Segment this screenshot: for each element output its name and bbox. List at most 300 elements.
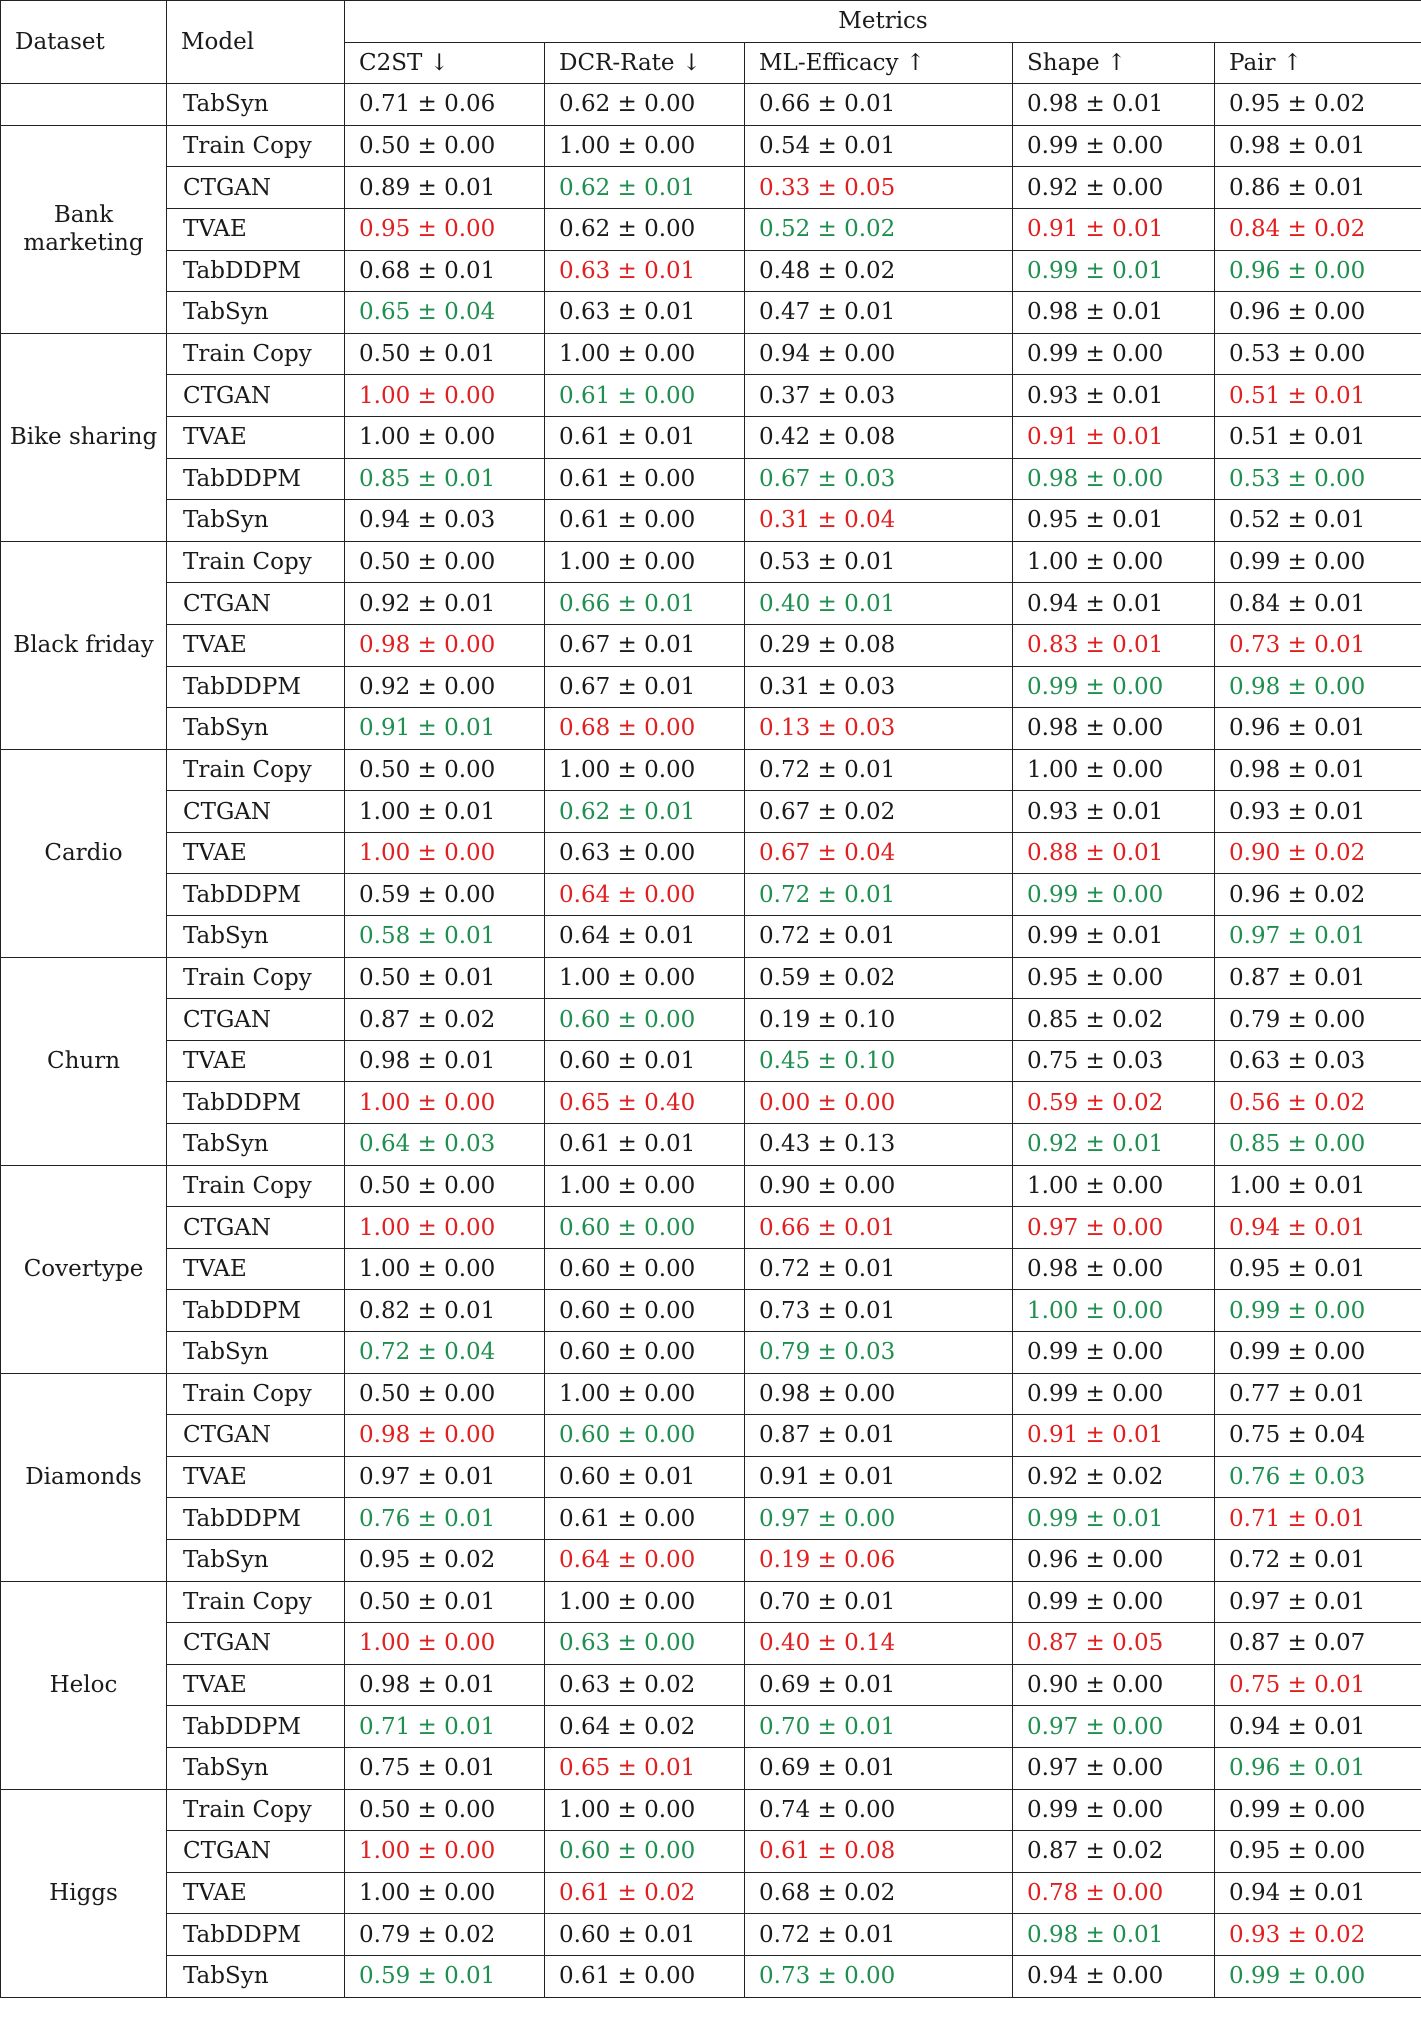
- metric-value-cell: 1.00 ± 0.00: [1013, 541, 1215, 583]
- metric-value-cell: 0.61 ± 0.00: [545, 375, 745, 417]
- metric-value-cell: 0.99 ± 0.00: [1215, 1290, 1421, 1332]
- metric-value-cell: 0.95 ± 0.02: [345, 1539, 545, 1581]
- metric-value-cell: 0.00 ± 0.00: [745, 1082, 1013, 1124]
- metric-value-cell: 0.99 ± 0.00: [1013, 1332, 1215, 1374]
- metric-value-cell: 1.00 ± 0.00: [345, 832, 545, 874]
- metric-value-cell: 0.98 ± 0.00: [1013, 458, 1215, 500]
- metric-value-cell: 0.67 ± 0.01: [545, 624, 745, 666]
- model-cell: Train Copy: [167, 1373, 345, 1415]
- model-cell: TabSyn: [167, 1124, 345, 1166]
- table-row: [1, 832, 1421, 874]
- metric-value-cell: 1.00 ± 0.00: [545, 1789, 745, 1831]
- dataset-cell: Bank marketing: [1, 125, 167, 333]
- table-row: [1, 458, 1421, 500]
- metric-value-cell: 0.99 ± 0.00: [1013, 125, 1215, 167]
- model-cell: TabDDPM: [167, 666, 345, 708]
- model-cell: CTGAN: [167, 375, 345, 417]
- dataset-cell: Churn: [1, 957, 167, 1165]
- metric-value-cell: 0.62 ± 0.00: [545, 208, 745, 250]
- table-row: [1, 500, 1421, 542]
- metric-value-cell: 0.69 ± 0.01: [745, 1747, 1013, 1789]
- metric-value-cell: 0.66 ± 0.01: [545, 583, 745, 625]
- model-cell: CTGAN: [167, 1623, 345, 1665]
- metric-value-cell: 0.63 ± 0.01: [545, 250, 745, 292]
- metric-value-cell: 0.91 ± 0.01: [745, 1456, 1013, 1498]
- table-row: [1, 1955, 1421, 1997]
- metric-value-cell: 0.72 ± 0.01: [745, 916, 1013, 958]
- metric-value-cell: 0.98 ± 0.00: [345, 1415, 545, 1457]
- metric-value-cell: 0.50 ± 0.00: [345, 1789, 545, 1831]
- model-cell: CTGAN: [167, 583, 345, 625]
- metric-value-cell: 0.68 ± 0.02: [745, 1872, 1013, 1914]
- metric-value-cell: 0.73 ± 0.00: [745, 1955, 1013, 1997]
- metric-value-cell: 0.98 ± 0.01: [1013, 1914, 1215, 1956]
- model-cell: Train Copy: [167, 1789, 345, 1831]
- metric-value-cell: 0.50 ± 0.01: [345, 1581, 545, 1623]
- metric-value-cell: 0.75 ± 0.03: [1013, 1040, 1215, 1082]
- metric-value-cell: 0.96 ± 0.01: [1215, 708, 1421, 750]
- metric-value-cell: 0.72 ± 0.01: [1215, 1539, 1421, 1581]
- metric-value-cell: 0.63 ± 0.01: [545, 292, 745, 334]
- table-row: [1, 666, 1421, 708]
- model-cell: CTGAN: [167, 791, 345, 833]
- metric-value-cell: 0.70 ± 0.01: [745, 1581, 1013, 1623]
- metric-value-cell: 0.98 ± 0.00: [745, 1373, 1013, 1415]
- model-cell: TabDDPM: [167, 1290, 345, 1332]
- metric-value-cell: 0.95 ± 0.01: [1215, 1248, 1421, 1290]
- table-row: [1, 791, 1421, 833]
- metric-value-cell: 0.94 ± 0.03: [345, 500, 545, 542]
- metric-value-cell: 0.59 ± 0.01: [345, 1955, 545, 1997]
- metric-value-cell: 0.68 ± 0.01: [345, 250, 545, 292]
- metric-value-cell: 1.00 ± 0.00: [345, 416, 545, 458]
- metric-value-cell: 0.64 ± 0.01: [545, 916, 745, 958]
- dataset-cell: Diamonds: [1, 1373, 167, 1581]
- metric-value-cell: 0.82 ± 0.01: [345, 1290, 545, 1332]
- metric-value-cell: 0.83 ± 0.01: [1013, 624, 1215, 666]
- metric-value-cell: 1.00 ± 0.00: [345, 1082, 545, 1124]
- metric-value-cell: 0.53 ± 0.01: [745, 541, 1013, 583]
- metric-value-cell: 0.92 ± 0.01: [345, 583, 545, 625]
- model-cell: TabDDPM: [167, 874, 345, 916]
- table-row: [1, 1040, 1421, 1082]
- metric-value-cell: 0.59 ± 0.00: [345, 874, 545, 916]
- metric-value-cell: 0.95 ± 0.00: [1013, 957, 1215, 999]
- metric-value-cell: 1.00 ± 0.00: [1013, 1165, 1215, 1207]
- model-cell: TabSyn: [167, 1539, 345, 1581]
- table-row: [1, 624, 1421, 666]
- table-row: [1, 375, 1421, 417]
- metric-value-cell: 0.65 ± 0.40: [545, 1082, 745, 1124]
- dataset-cell: Covertype: [1, 1165, 167, 1373]
- model-cell: TVAE: [167, 832, 345, 874]
- table-row: [1, 1248, 1421, 1290]
- metric-value-cell: 0.98 ± 0.01: [1013, 292, 1215, 334]
- metric-value-cell: 0.87 ± 0.02: [345, 999, 545, 1041]
- metric-value-cell: 0.63 ± 0.00: [545, 832, 745, 874]
- metric-value-cell: 0.64 ± 0.02: [545, 1706, 745, 1748]
- metric-value-cell: 0.92 ± 0.02: [1013, 1456, 1215, 1498]
- metric-value-cell: 0.99 ± 0.00: [1215, 541, 1421, 583]
- metric-value-cell: 0.60 ± 0.01: [545, 1040, 745, 1082]
- model-cell: TabDDPM: [167, 458, 345, 500]
- model-cell: TVAE: [167, 1664, 345, 1706]
- metric-value-cell: 0.42 ± 0.08: [745, 416, 1013, 458]
- metric-value-cell: 0.91 ± 0.01: [345, 708, 545, 750]
- metric-value-cell: 0.61 ± 0.01: [545, 416, 745, 458]
- metric-value-cell: 0.74 ± 0.00: [745, 1789, 1013, 1831]
- table-row: [1, 1789, 1421, 1831]
- metric-value-cell: 0.60 ± 0.00: [545, 1248, 745, 1290]
- metric-value-cell: 0.62 ± 0.01: [545, 167, 745, 209]
- model-cell: TabDDPM: [167, 1498, 345, 1540]
- model-cell: TVAE: [167, 1248, 345, 1290]
- metric-value-cell: 0.84 ± 0.02: [1215, 208, 1421, 250]
- metric-value-cell: 0.51 ± 0.01: [1215, 375, 1421, 417]
- metric-value-cell: 0.60 ± 0.01: [545, 1456, 745, 1498]
- metric-value-cell: 0.73 ± 0.01: [1215, 624, 1421, 666]
- metric-value-cell: 0.96 ± 0.01: [1215, 1747, 1421, 1789]
- dataset-cell: [1, 84, 167, 126]
- metric-value-cell: 0.61 ± 0.02: [545, 1872, 745, 1914]
- metric-value-cell: 0.96 ± 0.00: [1215, 250, 1421, 292]
- metric-value-cell: 0.75 ± 0.01: [1215, 1664, 1421, 1706]
- metric-value-cell: 0.98 ± 0.00: [1215, 666, 1421, 708]
- metric-value-cell: 0.54 ± 0.01: [745, 125, 1013, 167]
- metric-value-cell: 0.60 ± 0.00: [545, 1415, 745, 1457]
- metric-value-cell: 0.67 ± 0.02: [745, 791, 1013, 833]
- metric-value-cell: 1.00 ± 0.00: [545, 541, 745, 583]
- metric-value-cell: 0.99 ± 0.00: [1013, 333, 1215, 375]
- metric-value-cell: 0.79 ± 0.00: [1215, 999, 1421, 1041]
- metric-value-cell: 0.67 ± 0.04: [745, 832, 1013, 874]
- metric-value-cell: 1.00 ± 0.00: [345, 1207, 545, 1249]
- model-cell: CTGAN: [167, 1415, 345, 1457]
- metric-value-cell: 0.97 ± 0.01: [345, 1456, 545, 1498]
- table-row: [1, 999, 1421, 1041]
- metric-value-cell: 0.72 ± 0.04: [345, 1332, 545, 1374]
- metric-value-cell: 0.99 ± 0.00: [1013, 874, 1215, 916]
- metric-value-cell: 0.97 ± 0.01: [1215, 916, 1421, 958]
- metric-value-cell: 0.59 ± 0.02: [1013, 1082, 1215, 1124]
- model-cell: TabDDPM: [167, 250, 345, 292]
- table-row: [1, 1207, 1421, 1249]
- table-row: [1, 957, 1421, 999]
- table-row: [1, 84, 1421, 126]
- metric-value-cell: 0.43 ± 0.13: [745, 1124, 1013, 1166]
- model-cell: TabSyn: [167, 1332, 345, 1374]
- metric-value-cell: 0.53 ± 0.00: [1215, 458, 1421, 500]
- table-row: [1, 167, 1421, 209]
- table-row: [1, 333, 1421, 375]
- metric-value-cell: 1.00 ± 0.00: [545, 333, 745, 375]
- metric-value-cell: 0.61 ± 0.00: [545, 500, 745, 542]
- model-cell: TVAE: [167, 1456, 345, 1498]
- metric-value-cell: 0.76 ± 0.01: [345, 1498, 545, 1540]
- metric-value-cell: 0.68 ± 0.00: [545, 708, 745, 750]
- metric-value-cell: 0.52 ± 0.01: [1215, 500, 1421, 542]
- table-row: [1, 1872, 1421, 1914]
- metric-value-cell: 0.31 ± 0.04: [745, 500, 1013, 542]
- metric-value-cell: 0.98 ± 0.01: [345, 1664, 545, 1706]
- metric-value-cell: 0.94 ± 0.01: [1013, 583, 1215, 625]
- metric-value-cell: 0.92 ± 0.01: [1013, 1124, 1215, 1166]
- metric-value-cell: 0.19 ± 0.10: [745, 999, 1013, 1041]
- model-cell: Train Copy: [167, 541, 345, 583]
- metric-value-cell: 0.40 ± 0.01: [745, 583, 1013, 625]
- metric-value-cell: 0.66 ± 0.01: [745, 1207, 1013, 1249]
- metric-value-cell: 1.00 ± 0.00: [545, 957, 745, 999]
- metric-value-cell: 0.31 ± 0.03: [745, 666, 1013, 708]
- metric-value-cell: 0.90 ± 0.00: [745, 1165, 1013, 1207]
- table-row: [1, 1165, 1421, 1207]
- table-row: [1, 541, 1421, 583]
- metric-value-cell: 0.29 ± 0.08: [745, 624, 1013, 666]
- table-row: [1, 1581, 1421, 1623]
- model-cell: TabSyn: [167, 1955, 345, 1997]
- metric-value-cell: 0.79 ± 0.03: [745, 1332, 1013, 1374]
- dataset-cell: Heloc: [1, 1581, 167, 1789]
- table-row: [1, 1082, 1421, 1124]
- metric-value-cell: 0.99 ± 0.00: [1215, 1955, 1421, 1997]
- metric-value-cell: 0.92 ± 0.00: [1013, 167, 1215, 209]
- metric-value-cell: 0.61 ± 0.01: [545, 1124, 745, 1166]
- metric-value-cell: 0.60 ± 0.00: [545, 1207, 745, 1249]
- metric-value-cell: 0.79 ± 0.02: [345, 1914, 545, 1956]
- metric-value-cell: 0.64 ± 0.00: [545, 874, 745, 916]
- metric-value-cell: 0.97 ± 0.00: [1013, 1747, 1215, 1789]
- table-row: [1, 1290, 1421, 1332]
- model-cell: TVAE: [167, 1040, 345, 1082]
- metric-value-cell: 0.93 ± 0.01: [1013, 375, 1215, 417]
- metric-value-cell: 0.37 ± 0.03: [745, 375, 1013, 417]
- metric-value-cell: 0.69 ± 0.01: [745, 1664, 1013, 1706]
- metric-value-cell: 0.90 ± 0.02: [1215, 832, 1421, 874]
- table-row: [1, 1373, 1421, 1415]
- metric-value-cell: 0.62 ± 0.00: [545, 84, 745, 126]
- metric-value-cell: 0.95 ± 0.00: [345, 208, 545, 250]
- model-cell: CTGAN: [167, 1831, 345, 1873]
- table-body: [1, 84, 1421, 1997]
- metric-value-cell: 0.85 ± 0.00: [1215, 1124, 1421, 1166]
- metric-value-cell: 0.94 ± 0.00: [745, 333, 1013, 375]
- metric-value-cell: 0.71 ± 0.01: [1215, 1498, 1421, 1540]
- metric-value-cell: 0.86 ± 0.01: [1215, 167, 1421, 209]
- model-cell: TabSyn: [167, 292, 345, 334]
- metric-value-cell: 0.60 ± 0.00: [545, 999, 745, 1041]
- model-cell: TVAE: [167, 1872, 345, 1914]
- metric-value-cell: 0.51 ± 0.01: [1215, 416, 1421, 458]
- metric-value-cell: 0.87 ± 0.01: [745, 1415, 1013, 1457]
- metric-header-c2st: C2ST ↓: [345, 42, 545, 84]
- metric-value-cell: 0.84 ± 0.01: [1215, 583, 1421, 625]
- metric-value-cell: 0.59 ± 0.02: [745, 957, 1013, 999]
- metric-value-cell: 0.45 ± 0.10: [745, 1040, 1013, 1082]
- metrics-group-header: Metrics: [345, 1, 1421, 43]
- metric-value-cell: 0.71 ± 0.01: [345, 1706, 545, 1748]
- metric-value-cell: 1.00 ± 0.00: [345, 1872, 545, 1914]
- metric-value-cell: 0.64 ± 0.03: [345, 1124, 545, 1166]
- metric-value-cell: 0.91 ± 0.01: [1013, 416, 1215, 458]
- model-cell: CTGAN: [167, 1207, 345, 1249]
- metric-value-cell: 0.66 ± 0.01: [745, 84, 1013, 126]
- table-row: [1, 749, 1421, 791]
- metric-value-cell: 1.00 ± 0.00: [1013, 749, 1215, 791]
- metric-value-cell: 0.72 ± 0.01: [745, 749, 1013, 791]
- table-row: [1, 583, 1421, 625]
- metric-value-cell: 0.50 ± 0.00: [345, 541, 545, 583]
- metric-value-cell: 0.75 ± 0.04: [1215, 1415, 1421, 1457]
- metric-value-cell: 0.58 ± 0.01: [345, 916, 545, 958]
- model-cell: TabSyn: [167, 500, 345, 542]
- dataset-cell: Black friday: [1, 541, 167, 749]
- metric-value-cell: 0.99 ± 0.00: [1215, 1332, 1421, 1374]
- metric-header-dcr-rate: DCR-Rate ↓: [545, 42, 745, 84]
- table-row: [1, 1124, 1421, 1166]
- model-cell: TabDDPM: [167, 1082, 345, 1124]
- metric-value-cell: 0.87 ± 0.07: [1215, 1623, 1421, 1665]
- metric-value-cell: 0.70 ± 0.01: [745, 1706, 1013, 1748]
- metric-value-cell: 0.95 ± 0.02: [1215, 84, 1421, 126]
- table-row: [1, 708, 1421, 750]
- model-cell: TabDDPM: [167, 1914, 345, 1956]
- metric-value-cell: 0.63 ± 0.00: [545, 1623, 745, 1665]
- metric-value-cell: 0.94 ± 0.00: [1013, 1955, 1215, 1997]
- metric-value-cell: 0.93 ± 0.01: [1013, 791, 1215, 833]
- metric-value-cell: 0.61 ± 0.00: [545, 458, 745, 500]
- metric-value-cell: 0.73 ± 0.01: [745, 1290, 1013, 1332]
- metric-value-cell: 0.62 ± 0.01: [545, 791, 745, 833]
- metric-value-cell: 0.99 ± 0.00: [1215, 1789, 1421, 1831]
- metric-value-cell: 0.99 ± 0.00: [1013, 1789, 1215, 1831]
- metric-value-cell: 0.78 ± 0.00: [1013, 1872, 1215, 1914]
- metric-value-cell: 0.98 ± 0.00: [345, 624, 545, 666]
- metric-value-cell: 1.00 ± 0.00: [345, 1831, 545, 1873]
- metric-value-cell: 0.99 ± 0.00: [1013, 1373, 1215, 1415]
- metric-value-cell: 0.87 ± 0.05: [1013, 1623, 1215, 1665]
- table-row: [1, 1332, 1421, 1374]
- metric-value-cell: 0.97 ± 0.00: [1013, 1207, 1215, 1249]
- metric-header-shape: Shape ↑: [1013, 42, 1215, 84]
- metric-value-cell: 0.91 ± 0.01: [1013, 208, 1215, 250]
- metric-value-cell: 0.75 ± 0.01: [345, 1747, 545, 1789]
- metric-value-cell: 0.61 ± 0.00: [545, 1955, 745, 1997]
- metric-value-cell: 0.19 ± 0.06: [745, 1539, 1013, 1581]
- model-cell: TabSyn: [167, 1747, 345, 1789]
- metric-header-pair: Pair ↑: [1215, 42, 1421, 84]
- table-row: [1, 250, 1421, 292]
- metric-header-ml-efficacy: ML-Efficacy ↑: [745, 42, 1013, 84]
- metric-value-cell: 0.91 ± 0.01: [1013, 1415, 1215, 1457]
- metric-value-cell: 0.50 ± 0.00: [345, 1373, 545, 1415]
- metric-value-cell: 0.98 ± 0.00: [1013, 708, 1215, 750]
- metric-value-cell: 0.33 ± 0.05: [745, 167, 1013, 209]
- metric-value-cell: 1.00 ± 0.01: [345, 791, 545, 833]
- metric-value-cell: 0.98 ± 0.01: [345, 1040, 545, 1082]
- metric-value-cell: 0.88 ± 0.01: [1013, 832, 1215, 874]
- table-row: [1, 416, 1421, 458]
- metric-value-cell: 0.85 ± 0.01: [345, 458, 545, 500]
- metric-value-cell: 0.97 ± 0.00: [745, 1498, 1013, 1540]
- metric-value-cell: 1.00 ± 0.00: [545, 749, 745, 791]
- metric-value-cell: 0.93 ± 0.02: [1215, 1914, 1421, 1956]
- metric-value-cell: 0.94 ± 0.01: [1215, 1207, 1421, 1249]
- metric-value-cell: 0.72 ± 0.01: [745, 874, 1013, 916]
- model-cell: TabSyn: [167, 708, 345, 750]
- metric-value-cell: 0.47 ± 0.01: [745, 292, 1013, 334]
- table-row: [1, 1747, 1421, 1789]
- model-cell: TabSyn: [167, 916, 345, 958]
- metric-value-cell: 0.52 ± 0.02: [745, 208, 1013, 250]
- metric-value-cell: 0.50 ± 0.00: [345, 1165, 545, 1207]
- metric-value-cell: 0.99 ± 0.00: [1013, 1581, 1215, 1623]
- table-row: [1, 1706, 1421, 1748]
- table-row: [1, 1623, 1421, 1665]
- table-row: [1, 208, 1421, 250]
- header-row-top: [1, 1, 1421, 43]
- model-cell: TVAE: [167, 416, 345, 458]
- model-cell: Train Copy: [167, 333, 345, 375]
- metric-value-cell: 0.60 ± 0.00: [545, 1831, 745, 1873]
- metric-value-cell: 1.00 ± 0.00: [345, 1248, 545, 1290]
- metric-value-cell: 0.98 ± 0.01: [1215, 125, 1421, 167]
- metric-value-cell: 0.65 ± 0.01: [545, 1747, 745, 1789]
- metric-value-cell: 0.97 ± 0.01: [1215, 1581, 1421, 1623]
- metric-value-cell: 0.40 ± 0.14: [745, 1623, 1013, 1665]
- metric-value-cell: 0.71 ± 0.06: [345, 84, 545, 126]
- metric-value-cell: 0.63 ± 0.02: [545, 1664, 745, 1706]
- metric-value-cell: 0.85 ± 0.02: [1013, 999, 1215, 1041]
- metric-value-cell: 0.94 ± 0.01: [1215, 1706, 1421, 1748]
- metric-value-cell: 0.93 ± 0.01: [1215, 791, 1421, 833]
- metric-value-cell: 0.95 ± 0.00: [1215, 1831, 1421, 1873]
- table-row: [1, 1831, 1421, 1873]
- metric-value-cell: 1.00 ± 0.00: [545, 1581, 745, 1623]
- metric-value-cell: 0.99 ± 0.01: [1013, 916, 1215, 958]
- metric-value-cell: 1.00 ± 0.00: [545, 1373, 745, 1415]
- dataset-cell: Bike sharing: [1, 333, 167, 541]
- table-row: [1, 1498, 1421, 1540]
- table-row: [1, 1664, 1421, 1706]
- metric-value-cell: 0.61 ± 0.08: [745, 1831, 1013, 1873]
- metric-value-cell: 0.95 ± 0.01: [1013, 500, 1215, 542]
- model-cell: Train Copy: [167, 125, 345, 167]
- metric-value-cell: 0.72 ± 0.01: [745, 1914, 1013, 1956]
- metric-value-cell: 0.96 ± 0.00: [1013, 1539, 1215, 1581]
- metric-value-cell: 0.72 ± 0.01: [745, 1248, 1013, 1290]
- metric-value-cell: 0.77 ± 0.01: [1215, 1373, 1421, 1415]
- metric-value-cell: 0.65 ± 0.04: [345, 292, 545, 334]
- metric-value-cell: 0.87 ± 0.01: [1215, 957, 1421, 999]
- metric-value-cell: 0.99 ± 0.01: [1013, 250, 1215, 292]
- metric-value-cell: 0.90 ± 0.00: [1013, 1664, 1215, 1706]
- model-cell: TabDDPM: [167, 1706, 345, 1748]
- metric-value-cell: 0.50 ± 0.01: [345, 957, 545, 999]
- table-row: [1, 916, 1421, 958]
- metric-value-cell: 0.60 ± 0.01: [545, 1914, 745, 1956]
- metric-value-cell: 0.98 ± 0.01: [1215, 749, 1421, 791]
- metric-value-cell: 0.60 ± 0.00: [545, 1332, 745, 1374]
- model-cell: Train Copy: [167, 749, 345, 791]
- metric-value-cell: 0.48 ± 0.02: [745, 250, 1013, 292]
- metric-value-cell: 0.99 ± 0.00: [1013, 666, 1215, 708]
- metric-value-cell: 0.67 ± 0.03: [745, 458, 1013, 500]
- table-row: [1, 874, 1421, 916]
- model-cell: Train Copy: [167, 1165, 345, 1207]
- metric-value-cell: 1.00 ± 0.00: [1013, 1290, 1215, 1332]
- metric-value-cell: 0.60 ± 0.00: [545, 1290, 745, 1332]
- metric-value-cell: 0.96 ± 0.02: [1215, 874, 1421, 916]
